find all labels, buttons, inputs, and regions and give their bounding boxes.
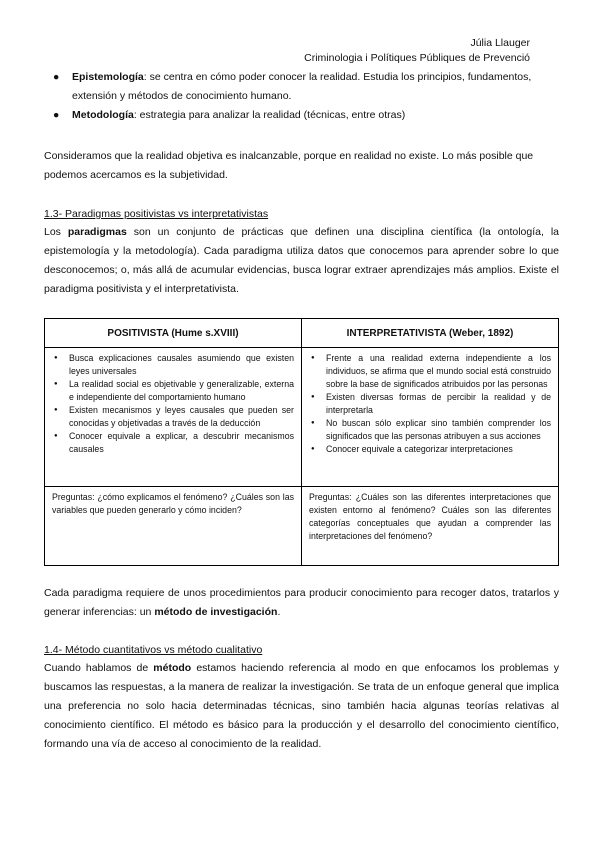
bullet-icon: ● <box>53 71 60 83</box>
text-tail: . <box>277 606 281 618</box>
paragraph-paradigms <box>44 223 559 299</box>
top-bullet-list <box>44 68 559 125</box>
text-lead: Los <box>44 226 68 238</box>
page-header <box>304 36 530 66</box>
paradigm-comparison-table <box>44 318 559 566</box>
list-item: ● La realidad social es objetivable y generalizable, externa e independiente del comportamiento humano <box>52 378 294 404</box>
text-rest: son un conjunto de prácticas que definen una disciplina científica (la ontología, la epistemología y la metodología). Cada paradigma utiliza datos que conocemos para aprender sobre lo que desconocemos; o, más allá de acumular evidencias, busca lograr extraer aprendizajes más amplios. Existe el paradigma positivista y el interpretativista. <box>44 226 560 295</box>
list-item: ● No buscan sólo explicar sino también comprender los significados que las personas atribuyen a sus acciones <box>309 417 551 443</box>
table-header-positivista: POSITIVISTA (Hume s.XVIII) <box>45 319 302 348</box>
term-metodologia: Metodología <box>72 109 134 121</box>
bullet-icon: ● <box>53 109 60 121</box>
list-item: ● Existen mecanismos y leyes causales que pueden ser conocidas y objetivadas a través de la deducción <box>52 404 294 430</box>
paragraph-metodo <box>44 659 559 754</box>
term-metodo: método <box>153 662 192 674</box>
paragraph-method <box>44 584 559 622</box>
list-item: ● Busca explicaciones causales asumiendo que existen leyes universales <box>52 352 294 378</box>
list-item: ● Existen diversas formas de percibir la realidad y de interpretarla <box>309 391 551 417</box>
text-lead: Cuando hablamos de <box>44 662 154 674</box>
list-item <box>44 106 559 125</box>
author-name: Júlia Llauger <box>470 37 530 49</box>
list-item <box>44 68 559 106</box>
definition-text: : se centra en cómo poder conocer la realidad. Estudia los principios, fundamentos, extensión y métodos de conocimiento humano. <box>72 71 532 102</box>
paragraph-reality: Consideramos que la realidad objetiva es inalcanzable, porque en realidad no existe. Lo más posible que podemos acercamos es la subjetividad. <box>44 150 534 181</box>
term-paradigmas: paradigmas <box>67 226 127 238</box>
course-name: Criminologia i Polítiques Públiques de Prevenció <box>304 52 530 64</box>
list-item: ● Conocer equivale a explicar, a descubrir mecanismos causales <box>52 430 294 456</box>
table-header-interpretativista: INTERPRETATIVISTA (Weber, 1892) <box>302 319 559 348</box>
interpretativista-questions-cell: Preguntas: ¿Cuáles son las diferentes interpretaciones que existen entorno al fenómeno? Cuáles son las diferentes categorías conceptuales que ayudan a comprender las interpretaciones del fenómeno? <box>302 487 559 566</box>
list-item: ● Conocer equivale a categorizar interpretaciones <box>309 443 551 456</box>
interpretativista-features-cell <box>302 348 559 487</box>
definition-text: : estrategia para analizar la realidad (técnicas, entre otras) <box>133 109 406 121</box>
term-epistemologia: Epistemología <box>72 71 144 83</box>
term-metodo-investigacion: método de investigación <box>154 606 278 618</box>
text-lead: Cada paradigma requiere de unos procedimientos para producir conocimiento para recoger datos, tratarlos y generar inferencias: un <box>44 587 559 618</box>
positivista-features-cell <box>45 348 302 487</box>
text-rest: estamos haciendo referencia al modo en que enfocamos los problemas y buscamos las respuestas, a la manera de realizar la investigación. Se trata de un enfoque general que implica una preferencia no solo hacia determinadas técnicas, sino también hacia algunas teorías relativas al conocimiento científico. El método es básico para la producción y el desarrollo del conocimiento científico, formando una vía de acceso al conocimiento de la realidad. <box>44 662 559 750</box>
list-item: ● Frente a una realidad externa independiente a los individuos, se afirma que el mundo social está construido sobre la base de significados atribuidos por las personas <box>309 352 551 391</box>
section-heading-1-4: 1.4- Método cuantitativos vs método cualitativo <box>44 644 263 656</box>
positivista-questions-cell: Preguntas: ¿cómo explicamos el fenómeno? ¿Cuáles son las variables que pueden generarlo y cómo inciden? <box>45 487 302 566</box>
section-heading-1-3: 1.3- Paradigmas positivistas vs interpretativistas <box>44 208 269 220</box>
